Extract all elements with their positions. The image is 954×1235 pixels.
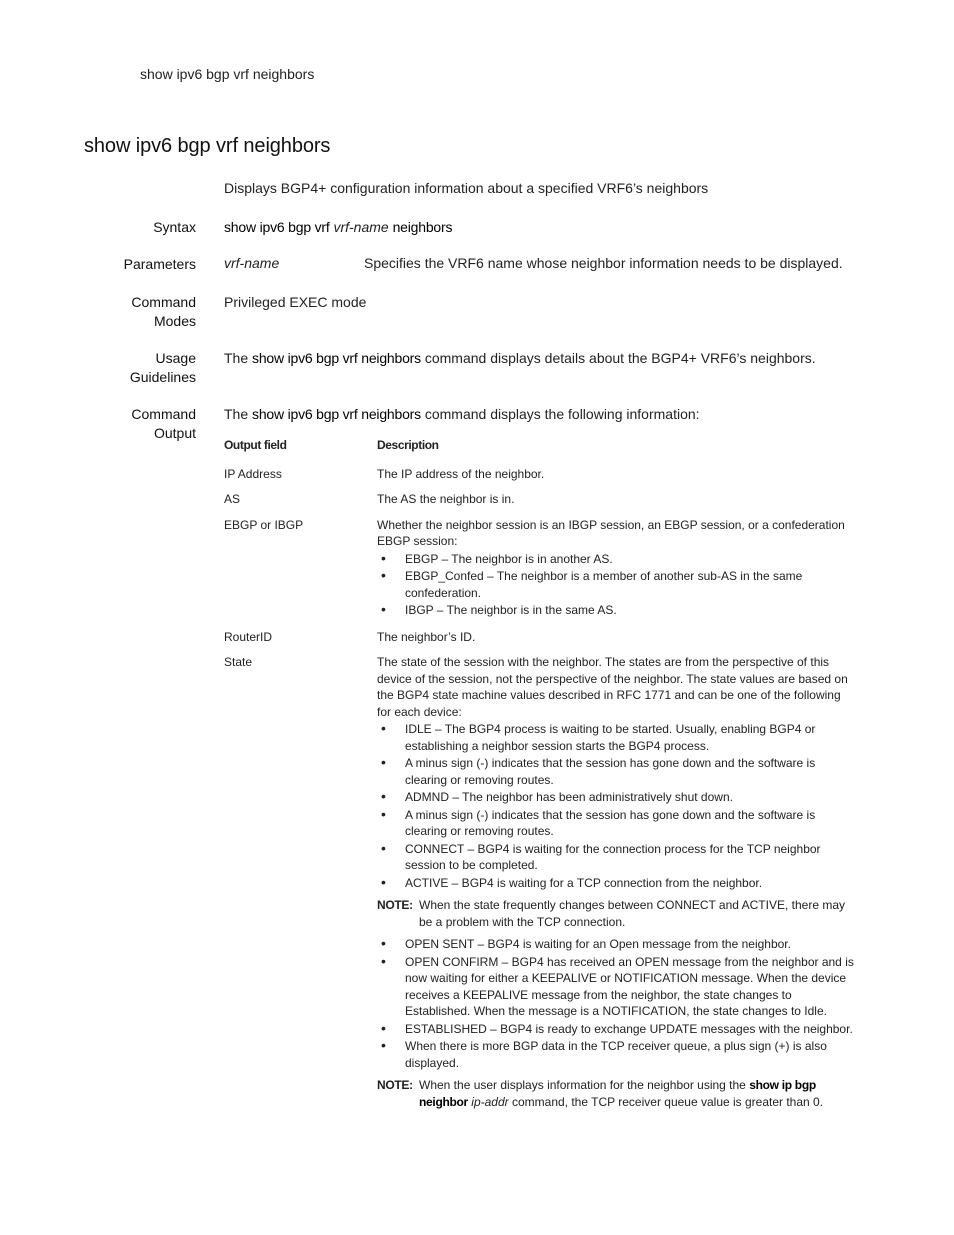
- command-modes-label: [131, 293, 196, 331]
- list-item: • OPEN SENT – BGP4 is waiting for an Open message from the neighbor.: [377, 936, 855, 953]
- output-table: [224, 437, 864, 1125]
- syntax-command: show ipv6 bgp vrf: [224, 219, 330, 235]
- list-item: • ESTABLISHED – BGP4 is ready to exchange UPDATE messages with the neighbor.: [377, 1021, 855, 1038]
- list-item: • When there is more BGP data in the TCP receiver queue, a plus sign (+) is also displayed.: [377, 1038, 855, 1071]
- state-bullet-list-b: [377, 936, 855, 1071]
- command-modes-label-line2: Modes: [153, 313, 196, 329]
- list-item: • ACTIVE – BGP4 is waiting for a TCP connection from the neighbor.: [377, 875, 855, 892]
- field-ip-address: IP Address: [224, 466, 282, 481]
- note2-param: ip-addr: [471, 1094, 509, 1109]
- usage-label-line2: Guidelines: [129, 369, 196, 385]
- note-label: NOTE:: [377, 1078, 413, 1092]
- usage-guidelines-body: [224, 349, 816, 368]
- syntax-body: [224, 218, 452, 237]
- table-header-row: [224, 437, 864, 454]
- syntax-param: vrf-name: [333, 219, 389, 235]
- desc-ip-address: The IP address of the neighbor.: [377, 466, 545, 481]
- desc-routerid: The neighbor’s ID.: [377, 629, 476, 644]
- table-row: [224, 654, 864, 1116]
- table-row: [224, 491, 864, 508]
- table-row: [224, 517, 864, 620]
- page-title: show ipv6 bgp vrf neighbors: [84, 135, 331, 157]
- list-item: • ADMND – The neighbor has been administratively shut down.: [377, 789, 855, 806]
- note2-prefix: When the user displays information for the neighbor using the: [419, 1078, 746, 1092]
- state-bullet-list-a: [377, 721, 855, 891]
- list-item: • EBGP – The neighbor is in another AS.: [377, 551, 855, 568]
- list-item: • IDLE – The BGP4 process is waiting to be started. Usually, enabling BGP4 or establishing a neighbor session starts the BGP4 process.: [377, 721, 855, 754]
- note2-suffix: command, the TCP receiver queue value is greater than 0.: [511, 1094, 824, 1109]
- desc-state: [377, 654, 855, 1116]
- parameters-label: Parameters: [123, 256, 196, 272]
- output-prefix: The: [224, 406, 249, 422]
- field-as: AS: [224, 492, 241, 506]
- command-output-label: [131, 405, 196, 443]
- note-connect-active: [377, 897, 855, 930]
- note-tcp-queue: [377, 1077, 855, 1110]
- output-command: show ipv6 bgp vrf neighbors: [252, 406, 421, 422]
- usage-suffix: command displays details about the BGP4+ VRF6’s neighbors.: [424, 350, 816, 366]
- parameter-name: vrf-name: [224, 255, 280, 271]
- list-item: • OPEN CONFIRM – BGP4 has received an OPEN message from the neighbor and is now waiting for either a KEEPALIVE or NOTIFICATION message. When the device receives a KEEPALIVE message from the neighbor, the state changes to Established. When the message is a NOTIFICATION, the state changes to Idle.: [377, 954, 855, 1020]
- command-modes-label-line1: Command: [131, 294, 196, 310]
- table-row: [224, 629, 864, 646]
- intro-description: Displays BGP4+ configuration information about a specified VRF6’s neighbors: [224, 180, 709, 196]
- note-label: NOTE:: [377, 898, 413, 912]
- syntax-command-tail: neighbors: [392, 219, 453, 235]
- usage-label-line1: Usage: [155, 350, 196, 366]
- state-desc-text: The state of the session with the neighbor. The states are from the perspective of this device of the session, not the perspective of the neighbor. The state values are based on the BGP4 state machine values described in RFC 1771 and can be one of the following for each device:: [377, 655, 848, 719]
- usage-prefix: The: [224, 350, 249, 366]
- table-row: [224, 466, 864, 483]
- list-item: • EBGP_Confed – The neighbor is a member of another sub-AS in the same confederation.: [377, 568, 855, 601]
- field-state: State: [224, 655, 253, 669]
- list-item: • CONNECT – BGP4 is waiting for the connection process for the TCP neighbor session to be completed.: [377, 841, 855, 874]
- list-item: • A minus sign (-) indicates that the session has gone down and the software is clearing or removing routes.: [377, 807, 855, 840]
- field-ebgp-ibgp: EBGP or IBGP: [224, 517, 304, 532]
- usage-command: show ipv6 bgp vrf neighbors: [252, 350, 421, 366]
- command-output-body: [224, 405, 700, 424]
- field-routerid: RouterID: [224, 629, 273, 644]
- list-item: • IBGP – The neighbor is in the same AS.: [377, 602, 855, 619]
- output-suffix: command displays the following information:: [424, 406, 700, 422]
- usage-guidelines-label: [130, 349, 196, 387]
- desc-ebgp-ibgp: [377, 517, 855, 620]
- header-description: Description: [377, 438, 439, 452]
- output-label-line1: Command: [131, 406, 196, 422]
- parameter-description: Specifies the VRF6 name whose neighbor information needs to be displayed.: [364, 255, 843, 271]
- desc-as: The AS the neighbor is in.: [377, 492, 515, 506]
- note-text: When the state frequently changes between CONNECT and ACTIVE, there may be a problem with the TCP connection.: [419, 898, 845, 929]
- note-text: [419, 1077, 855, 1110]
- syntax-label: Syntax: [153, 219, 196, 235]
- command-modes-value: Privileged EXEC mode: [224, 294, 367, 310]
- note2-command: show ip bgp neighbor: [419, 1078, 816, 1109]
- ebgp-bullet-list: [377, 551, 855, 619]
- running-header: show ipv6 bgp vrf neighbors: [140, 66, 315, 82]
- ebgp-desc-text: Whether the neighbor session is an IBGP session, an EBGP session, or a confederation EBGP session:: [377, 517, 845, 548]
- output-label-line2: Output: [153, 425, 196, 441]
- header-output-field: Output field: [224, 438, 287, 452]
- list-item: • A minus sign (-) indicates that the session has gone down and the software is clearing or removing routes.: [377, 755, 855, 788]
